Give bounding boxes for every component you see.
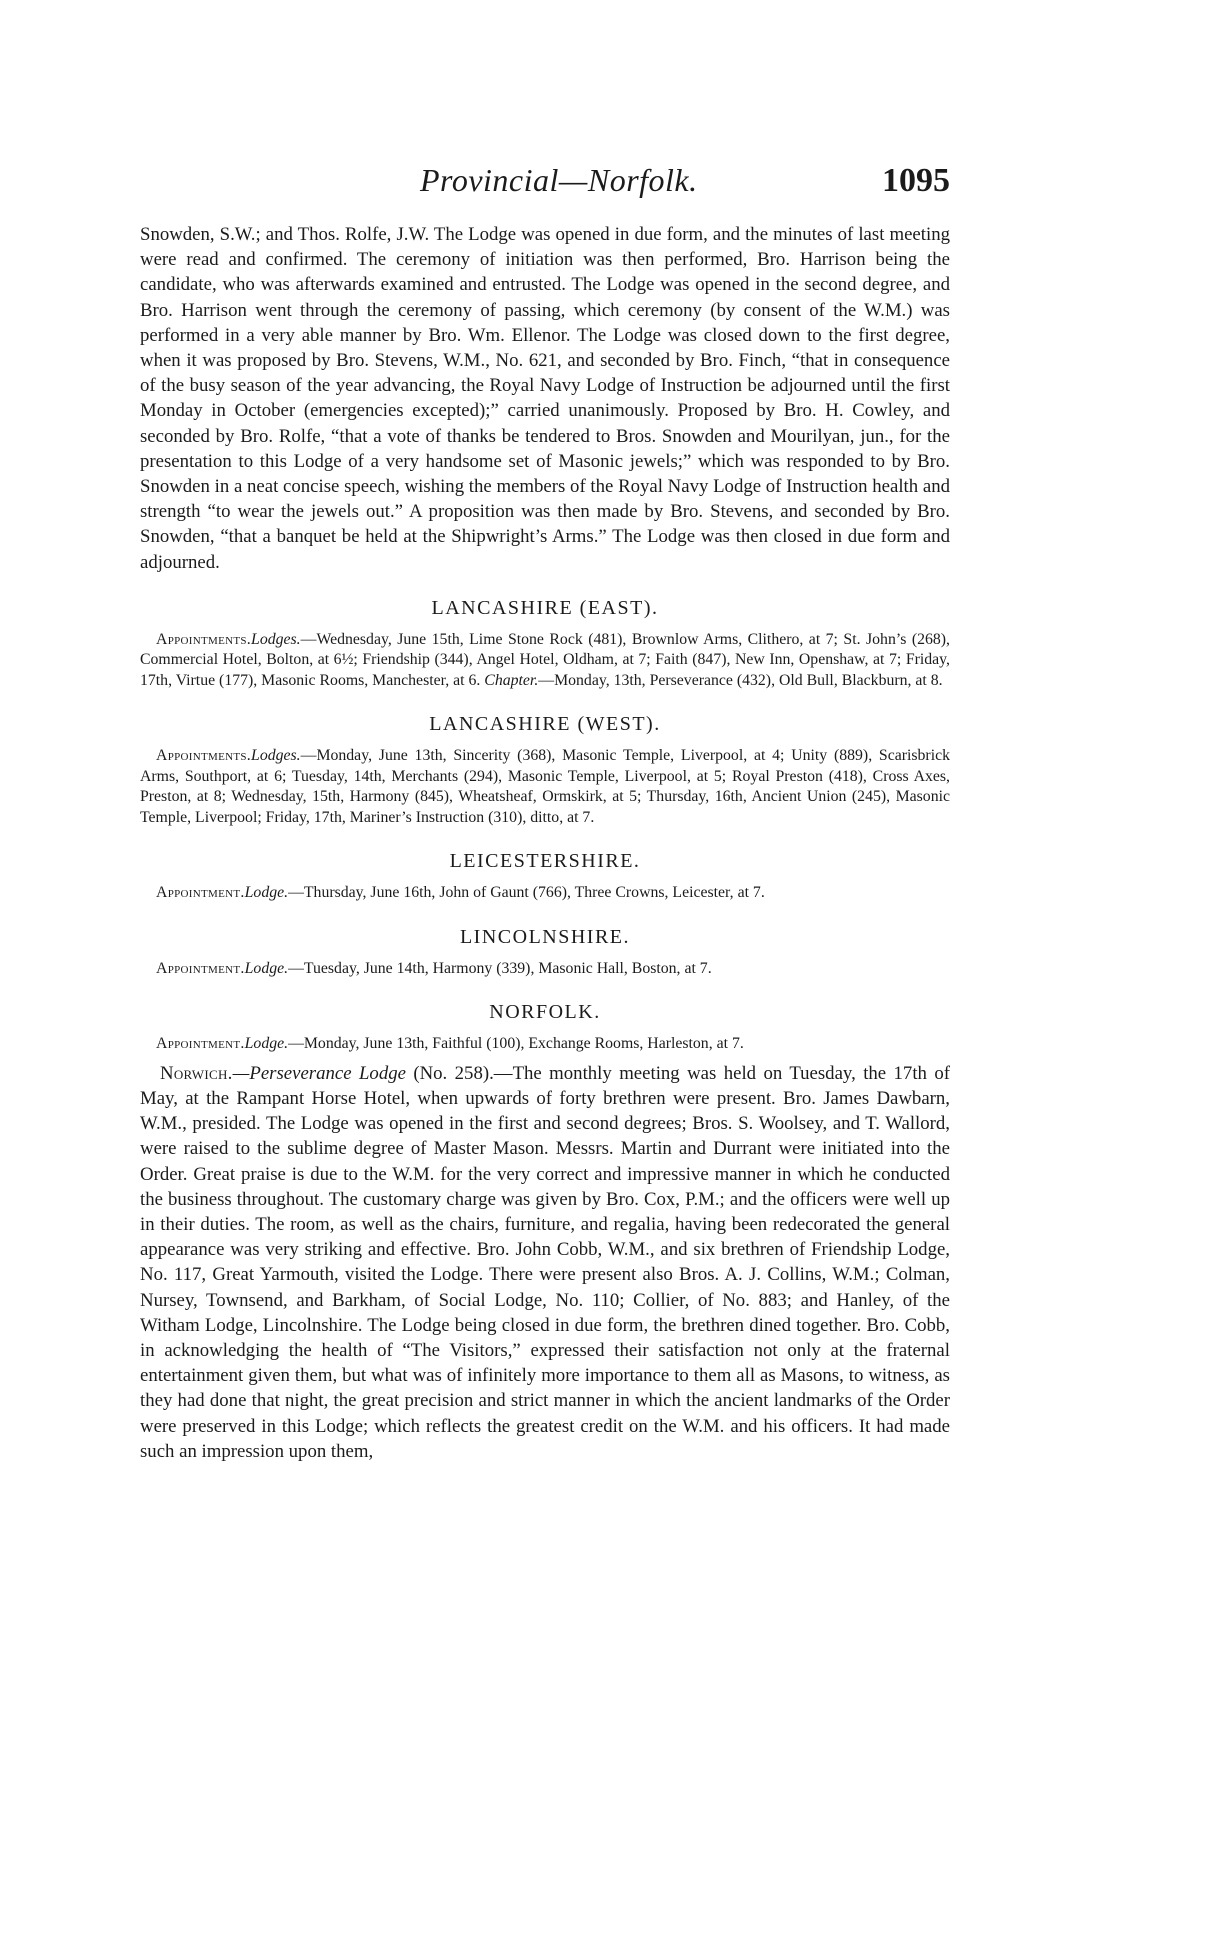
norwich-report-text: (No. 258).—The monthly meeting was held on Tuesday, the 17th of May, at the Rampant Horse Hotel, when upwards of forty brethren were present. Bro. James Dawbarn, W.M., presided. The Lodge was opened in the first and second degrees; Bros. S. Woolsey, and T. Wallord, were raised to the sublime degree of Master Mason. Messrs. Martin and Durrant were initiated into the Order. Great praise is due to the W.M. for the very correct and impressive manner in which he conducted the business throughout. The customary charge was given by Bro. Cox, P.M.; and the officers were well up in their duties. The room, as well as the chairs, furniture, and regalia, having been redecorated the general appearance was very striking and effective. Bro. John Cobb, W.M., and six brethren of Friendship Lodge, No. 117, Great Yarmouth, visited the Lodge. There were present also Bros. A. J. Collins, W.M.; Colman, Nursey, Townsend, and Barkham, of Social Lodge, No. 110; Collier, of No. 883; and Hanley, of the Witham Lodge, Lincolnshire. The Lodge being closed in due form, the brethren dined together. Bro. Cobb, in acknowledging the health of “The Visitors,” expressed their satisfaction not only at the fraternal entertainment given them, but what was of infinitely more importance to them all as Masons, to witness, as they had done that night, the great precision and strict manner in which the ancient landmarks of the Order were preserved in this Lodge; which reflects the greatest credit on the W.M. and his officers. It had made such an impression upon them, [140, 1062, 950, 1462]
appointment-label: Appointments. [156, 630, 252, 648]
appointment-label: Appointment. [156, 959, 245, 977]
heading-lancashire-east: LANCASHIRE (EAST). [431, 596, 659, 619]
appointment-subhead-chapter: Chapter. [484, 671, 539, 689]
appointment-text: —Thursday, June 16th, John of Gaunt (766), Three Crowns, Leicester, at 7. [288, 884, 765, 902]
heading-lincolnshire: LINCOLNSHIRE. [459, 925, 631, 948]
text-column [140, 222, 950, 1464]
appointment-label: Appointment. [156, 1035, 245, 1053]
appointment-norfolk [140, 1034, 950, 1055]
intro-paragraph: Snowden, S.W.; and Thos. Rolfe, J.W. The Lodge was opened in due form, and the minutes of last meeting were read and confirmed. The ceremony of initiation was then performed, Bro. Harrison being the candidate, who was afterwards examined and entrusted. The Lodge was opened in the second degree, and Bro. Harrison went through the ceremony of passing, which ceremony (by consent of the W.M.) was performed in a very able manner by Bro. Wm. Ellenor. The Lodge was closed down to the first degree, when it was proposed by Bro. Stevens, W.M., No. 621, and seconded by Bro. Finch, “that in consequence of the busy season of the year advancing, the Royal Navy Lodge of Instruction be adjourned until the first Monday in October (emergencies excepted);” carried unanimously. Proposed by Bro. H. Cowley, and seconded by Bro. Rolfe, “that a vote of thanks be tendered to Bros. Snowden and Mourilyan, jun., for the presentation to this Lodge of a very handsome set of Masonic jewels;” which was responded to by Bro. Snowden in a neat concise speech, wishing the members of the Royal Navy Lodge of Instruction health and strength “to wear the jewels out.” A proposition was then made by Bro. Stevens, and seconded by Bro. Snowden, “that a banquet be held at the Shipwright’s Arms.” The Lodge was then closed in due form and adjourned. [140, 224, 950, 573]
appointment-leicestershire [140, 883, 950, 904]
norwich-lodge-name: —Perseverance Lodge [232, 1062, 406, 1084]
page-number: 1095 [882, 162, 950, 199]
appointment-text: —Monday, June 13th, Sincerity (368), Masonic Temple, Liverpool, at 4; Unity (889), Scarisbrick Arms, Southport, at 6; Tuesday, 14th, Merchants (294), Masonic Temple, Liverpool, at 5; Royal Preston (418), Cross Axes, Preston, at 8; Wednesday, 15th, Harmony (845), Wheatsheaf, Ormskirk, at 5; Thursday, 16th, Ancient Union (245), Masonic Temple, Liverpool; Friday, 17th, Mariner’s Instruction (310), ditto, at 7. [140, 747, 950, 826]
appointment-text-chapter: —Monday, 13th, Perseverance (432), Old Bull, Blackburn, at 8. [538, 671, 943, 689]
appointment-text: —Wednesday, June 15th, Lime Stone Rock (481), Brownlow Arms, Clithero, at 7; St. John’s (268), Commercial Hotel, Bolton, at 6½; Friendship (344), Angel Hotel, Oldham, at 7; Faith (847), New Inn, Openshaw, at 7; Friday, 17th, Virtue (177), Masonic Rooms, Manchester, at 6. [140, 630, 950, 689]
appointment-label: Appointment. [156, 884, 245, 902]
heading-leicestershire: LEICESTERSHIRE. [449, 850, 641, 873]
page-header [140, 162, 950, 208]
appointment-text: —Monday, June 13th, Faithful (100), Exchange Rooms, Harleston, at 7. [288, 1035, 744, 1053]
appointments-lancashire-west [140, 746, 950, 828]
appointment-text: —Tuesday, June 14th, Harmony (339), Masonic Hall, Boston, at 7. [288, 959, 712, 977]
appointment-subhead: Lodge. [244, 959, 289, 977]
appointment-subhead: Lodge. [244, 884, 289, 902]
heading-norfolk: NORFOLK. [489, 1001, 601, 1024]
norwich-report [140, 1061, 950, 1464]
appointment-label: Appointments. [156, 747, 252, 765]
appointment-subhead: Lodges. [251, 747, 301, 765]
running-title: Provincial—Norfolk. [420, 162, 698, 198]
heading-lancashire-west: LANCASHIRE (WEST). [429, 713, 661, 736]
norwich-place: Norwich. [160, 1062, 233, 1084]
appointment-lincolnshire [140, 959, 950, 980]
appointment-subhead: Lodge. [244, 1035, 289, 1053]
appointments-lancashire-east [140, 630, 950, 692]
appointment-subhead: Lodges. [251, 630, 301, 648]
